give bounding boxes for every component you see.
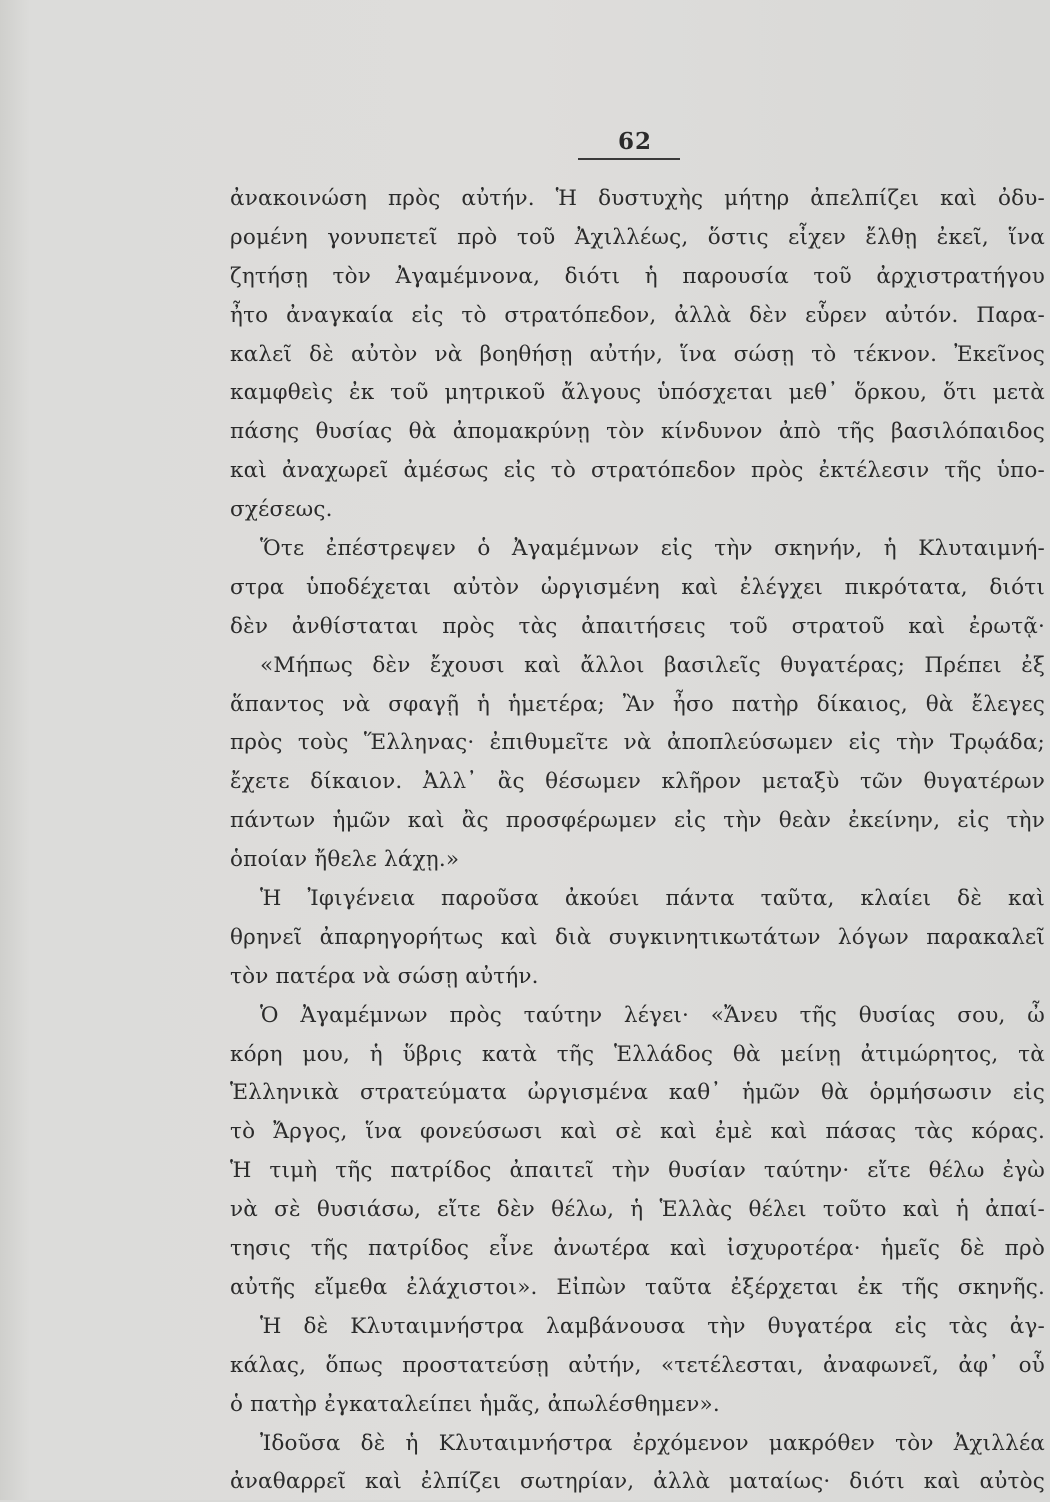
page-number-rule [578, 158, 680, 160]
text-line: Ἡ δὲ Κλυταιμνήστρα λαμβάνουσα τὴν θυγατέρα εἰς τὰς ἀγ- [260, 1313, 1045, 1339]
text-line: καλεῖ δὲ αὐτὸν νὰ βοηθήσῃ αὐτήν, ἵνα σώσῃ τὸ τέκνον. Ἐκεῖνος [230, 341, 1045, 367]
text-line: πάσης θυσίας θὰ ἀπομακρύνῃ τὸν κίνδυνον ἀπὸ τῆς βασιλόπαιδος [230, 419, 1045, 445]
text-line: «Μήπως δὲν ἔχουσι καὶ ἄλλοι βασιλεῖς θυγατέρας; Πρέπει ἐξ [260, 652, 1045, 678]
text-line: ζητήσῃ τὸν Ἀγαμέμνονα, διότι ἡ παρουσία τοῦ ἀρχιστρατήγου [230, 263, 1045, 289]
text-line: πάντων ἡμῶν καὶ ἂς προσφέρωμεν εἰς τὴν θεὰν ἐκείνην, εἰς τὴν [230, 808, 1045, 834]
text-line: Ἡ τιμὴ τῆς πατρίδος ἀπαιτεῖ τὴν θυσίαν ταύτην· εἴτε θέλω ἐγὼ [230, 1158, 1045, 1184]
text-line: θρηνεῖ ἀπαρηγορήτως καὶ διὰ συγκινητικωτάτων λόγων παρακαλεῖ [230, 924, 1045, 950]
text-line: καὶ ἀναχωρεῖ ἀμέσως εἰς τὸ στρατόπεδον πρὸς ἐκτέλεσιν τῆς ὑπο- [230, 458, 1045, 484]
text-line: Ὁ Ἀγαμέμνων πρὸς ταύτην λέγει· «Ἄνευ τῆς θυσίας σου, ὦ [260, 1002, 1045, 1028]
text-line: τησις τῆς πατρίδος εἶνε ἀνωτέρα καὶ ἰσχυροτέρα· ἡμεῖς δὲ πρὸ [230, 1236, 1045, 1262]
text-line: καμφθεὶς ἐκ τοῦ μητρικοῦ ἄλγους ὑπόσχεται μεθ᾽ ὅρκου, ὅτι μετὰ [230, 380, 1045, 406]
text-line: δὲν ἀνθίσταται πρὸς τὰς ἀπαιτήσεις τοῦ στρατοῦ καὶ ἐρωτᾷ· [230, 613, 1045, 639]
text-line: ὁ πατὴρ ἐγκαταλείπει ἡμᾶς, ἀπωλέσθημεν». [230, 1391, 720, 1417]
text-line: Ἡ Ἰφιγένεια παροῦσα ἀκούει πάντα ταῦτα, κλαίει δὲ καὶ [260, 886, 1045, 912]
page-number: 62 [617, 128, 652, 155]
text-line: ἦτο ἀναγκαία εἰς τὸ στρατόπεδον, ἀλλὰ δὲν εὗρεν αὐτόν. Παρα- [230, 302, 1045, 328]
text-line: ἅπαντος νὰ σφαγῇ ἡ ἡμετέρα; Ἂν ἦσο πατὴρ δίκαιος, θὰ ἔλεγες [230, 691, 1045, 717]
text-line: νὰ σὲ θυσιάσω, εἴτε δὲν θέλω, ἡ Ἑλλὰς θέλει τοῦτο καὶ ἡ ἀπαί- [230, 1197, 1045, 1223]
text-line: κάλας, ὅπως προστατεύσῃ αὐτήν, «τετέλεσται, ἀναφωνεῖ, ἀφ᾽ οὗ [230, 1352, 1045, 1378]
text-line: ὁποίαν ἤθελε λάχῃ.» [230, 847, 460, 873]
text-line: πρὸς τοὺς Ἕλληνας· ἐπιθυμεῖτε νὰ ἀποπλεύσωμεν εἰς τὴν Τρῳάδα; [230, 730, 1045, 756]
text-line: Ἑλληνικὰ στρατεύματα ὠργισμένα καθ᾽ ἡμῶν θὰ ὁρμήσωσιν εἰς [230, 1080, 1045, 1106]
text-line: ἀναθαρρεῖ καὶ ἐλπίζει σωτηρίαν, ἀλλὰ ματαίως· διότι καὶ αὐτὸς [230, 1469, 1045, 1495]
body-text [230, 180, 1045, 1502]
text-line: ἀνακοινώση πρὸς αὐτήν. Ἡ δυστυχὴς μήτηρ ἀπελπίζει καὶ ὀδυ- [230, 186, 1045, 211]
text-line: ρομένη γονυπετεῖ πρὸ τοῦ Ἀχιλλέως, ὅστις εἶχεν ἔλθῃ ἐκεῖ, ἵνα [230, 224, 1045, 250]
text-line: τὸ Ἄργος, ἵνα φονεύσωσι καὶ σὲ καὶ ἐμὲ καὶ πάσας τὰς κόρας. [230, 1119, 1045, 1145]
text-line: αὐτῆς εἴμεθα ἐλάχιστοι». Εἰπὼν ταῦτα ἐξέρχεται ἐκ τῆς σκηνῆς. [230, 1274, 1045, 1300]
text-line: ἔχετε δίκαιον. Ἀλλ᾽ ἂς θέσωμεν κλῆρον μεταξὺ τῶν θυγατέρων [230, 769, 1045, 795]
text-line: Ἰδοῦσα δὲ ἡ Κλυταιμνήστρα ἐρχόμενον μακρόθεν τὸν Ἀχιλλέα [260, 1430, 1045, 1456]
text-line: Ὅτε ἐπέστρεψεν ὁ Ἀγαμέμνων εἰς τὴν σκηνήν, ἡ Κλυταιμνή- [260, 536, 1045, 562]
text-line: κόρη μου, ἡ ὕβρις κατὰ τῆς Ἑλλάδος θὰ μείνῃ ἀτιμώρητος, τὰ [230, 1041, 1045, 1067]
text-line: σχέσεως. [230, 497, 333, 523]
text-line: στρα ὑποδέχεται αὐτὸν ὠργισμένη καὶ ἐλέγχει πικρότατα, διότι [230, 574, 1045, 600]
text-line: τὸν πατέρα νὰ σώσῃ αὐτήν. [230, 963, 539, 989]
